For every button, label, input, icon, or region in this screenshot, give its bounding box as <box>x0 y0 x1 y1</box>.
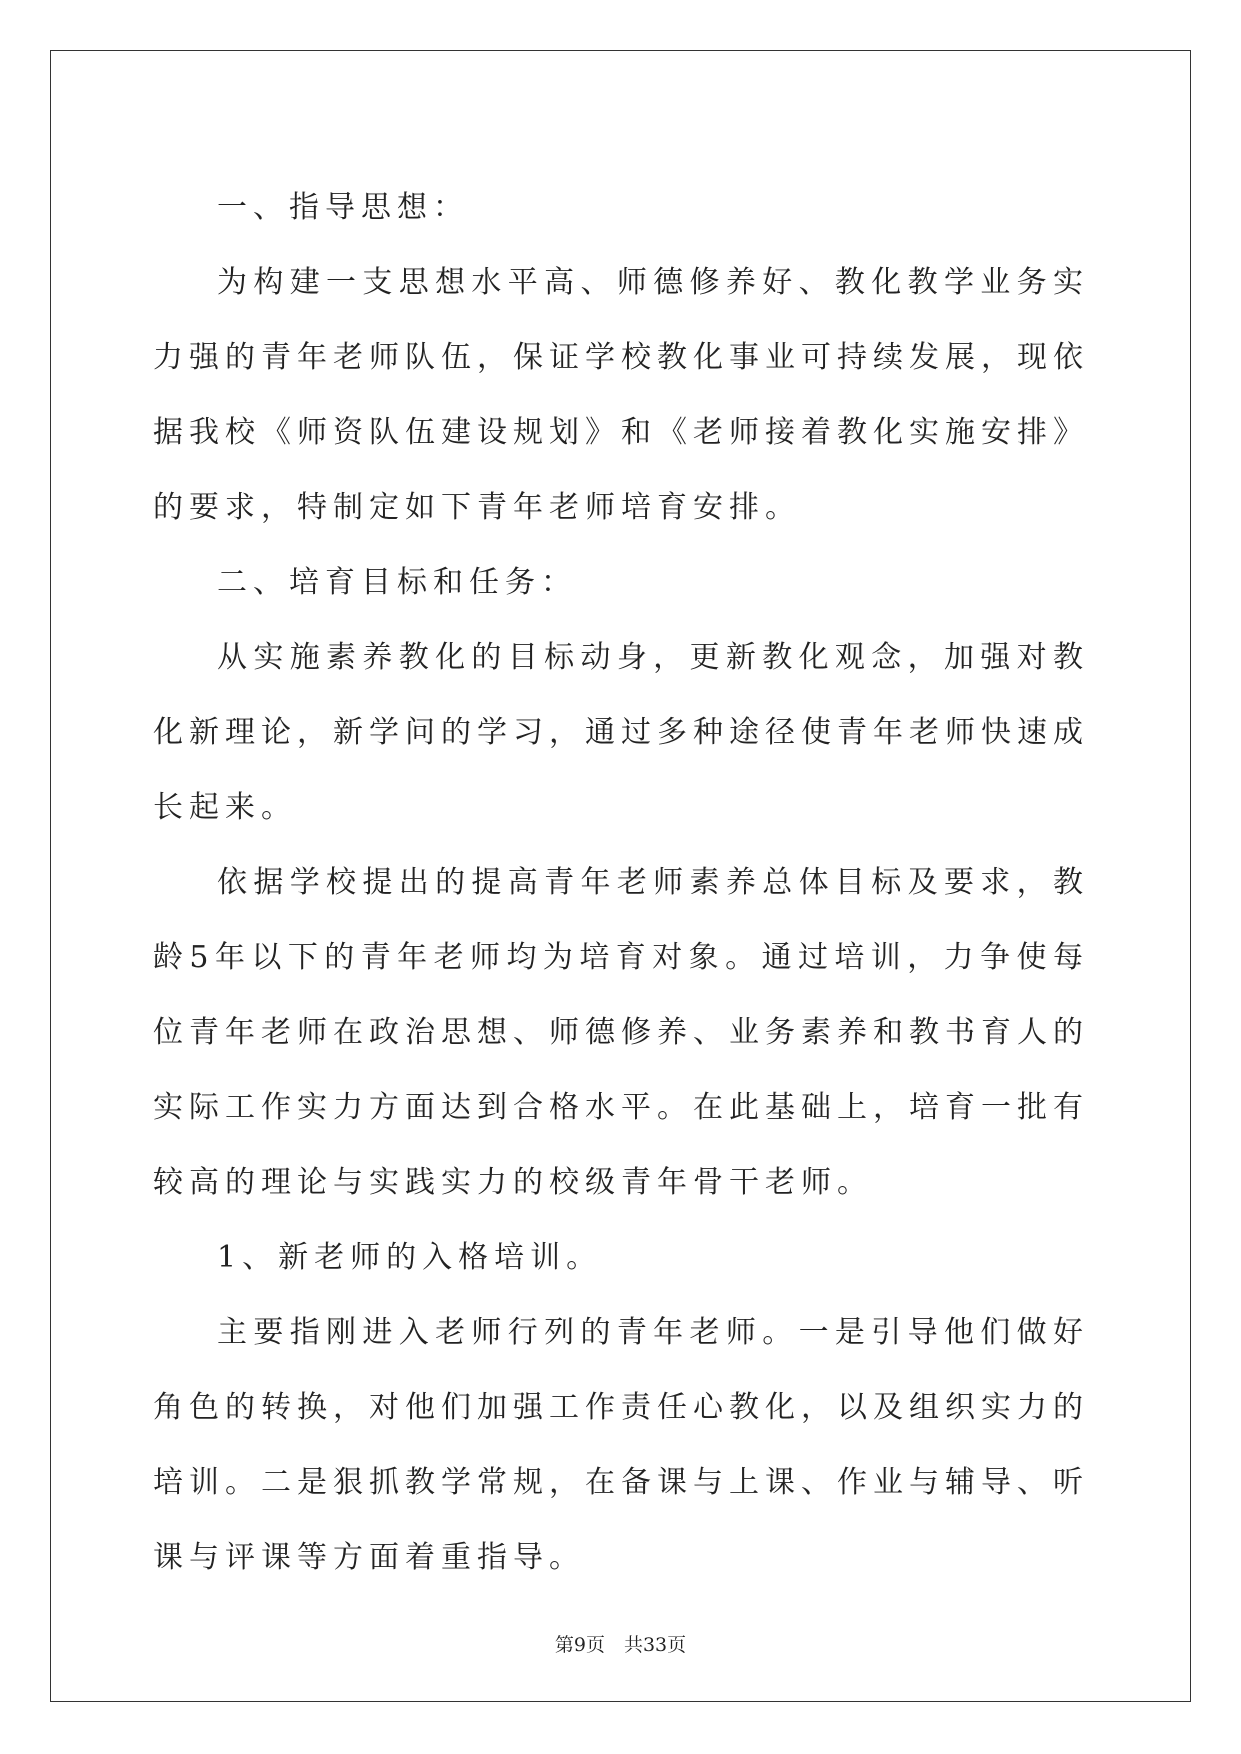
page-number-footer: 第9页 共33页 <box>554 1634 687 1656</box>
document-body <box>153 170 1089 1595</box>
paragraph-goals: 从实施素养教化的目标动身，更新教化观念，加强对教化新理论，新学问的学习，通过多种途径使青年老师快速成长起来。 <box>153 640 1089 825</box>
heading-goals-and-tasks: 二、培育目标和任务： <box>217 565 577 600</box>
paragraph-targets: 依据学校提出的提高青年老师素养总体目标及要求，教龄5年以下的青年老师均为培育对象。通过培训，力争使每位青年老师在政治思想、师德修养、业务素养和教书育人的实际工作实力方面达到合格水平。在此基础上，培育一批有较高的理论与实践实力的校级青年骨干老师。 <box>153 865 1089 1200</box>
heading-guiding-ideology: 一、指导思想： <box>217 190 469 225</box>
heading-new-teacher-training: 1、新老师的入格培训。 <box>217 1240 603 1275</box>
paragraph-new-teacher-details: 主要指刚进入老师行列的青年老师。一是引导他们做好角色的转换，对他们加强工作责任心教化，以及组织实力的培训。二是狠抓教学常规，在备课与上课、作业与辅导、听课与评课等方面着重指导。 <box>153 1315 1089 1575</box>
paragraph-purpose: 为构建一支思想水平高、师德修养好、教化教学业务实力强的青年老师队伍，保证学校教化事业可持续发展，现依据我校《师资队伍建设规划》和《老师接着教化实施安排》的要求，特制定如下青年老师培育安排。 <box>153 265 1089 525</box>
